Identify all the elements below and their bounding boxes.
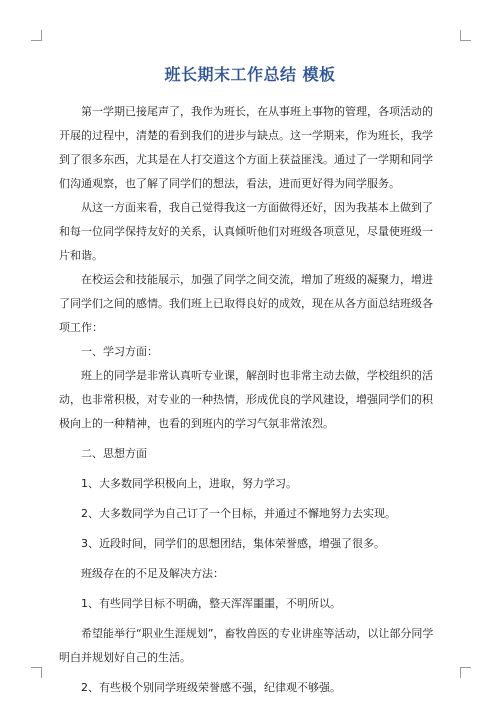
list-item-thought-3: 3、近段时间，同学们的思想团结，集体荣誉感，增强了很多。 — [81, 537, 385, 550]
crop-mark-bottom-right — [460, 667, 471, 678]
section-heading-study: 一、学习方面： — [81, 345, 158, 358]
document-title: 班长期末工作总结 模板 — [164, 65, 336, 84]
crop-mark-bottom-left — [31, 667, 42, 678]
paragraph-activities: 在校运会和技能展示，加强了同学之间交流，增加了班级的凝聚力，增进了同学们之间的感情。我们班上已取得良好的成效，现在从各方面总结班级各项工作： — [59, 273, 433, 334]
paragraph-study: 班上的同学是非常认真听专业课，解剖时也非常主动去做，学校组织的活动，也非常积极，对专业的一种热情，形成优良的学风建设，增强同学们的积极向上的一种精神，也看的到班内的学习气氛非常浓烈。 — [59, 369, 433, 430]
document-body — [59, 100, 443, 700]
list-item-shortcoming-1: 1、有些同学目标不明确，整天浑浑噩噩，不明所以。 — [81, 597, 341, 610]
paragraph-intro: 第一学期已接尾声了，我作为班长，在从事班上事物的管理，各项活动的开展的过程中，清楚的看到我们的进步与缺点。这一学期来，作为班长，我学到了很多东西，尤其是在人打交道这个方面上获益匪浅。通过了一学期和同学们沟通观察，也了解了同学们的想法，看法，进而更好得为同学服务。 — [59, 105, 433, 190]
crop-mark-top-left — [31, 30, 42, 41]
paragraph-relations: 从这一方面来看，我自己觉得我这一方面做得还好，因为我基本上做到了和每一位同学保持友好的关系，认真倾听他们对班级各项意见，尽量使班级一片和谐。 — [59, 201, 433, 262]
paragraph-solution-1: 希望能举行“职业生涯规划”，畜牧兽医的专业讲座等活动，以让部分同学明白并规划好自己的生活。 — [59, 627, 434, 664]
list-item-shortcoming-2: 2、有些极个别同学班级荣誉感不强，纪律观不够强。 — [81, 681, 341, 694]
section-heading-shortcomings: 班级存在的不足及解决方法： — [81, 567, 224, 580]
section-heading-thought: 二、思想方面 — [81, 447, 147, 460]
list-item-thought-1: 1、大多数同学积极向上，进取，努力学习。 — [81, 477, 297, 490]
crop-mark-top-right — [460, 30, 471, 41]
list-item-thought-2: 2、大多数同学为自己订了一个目标，并通过不懈地努力去实现。 — [81, 507, 396, 520]
